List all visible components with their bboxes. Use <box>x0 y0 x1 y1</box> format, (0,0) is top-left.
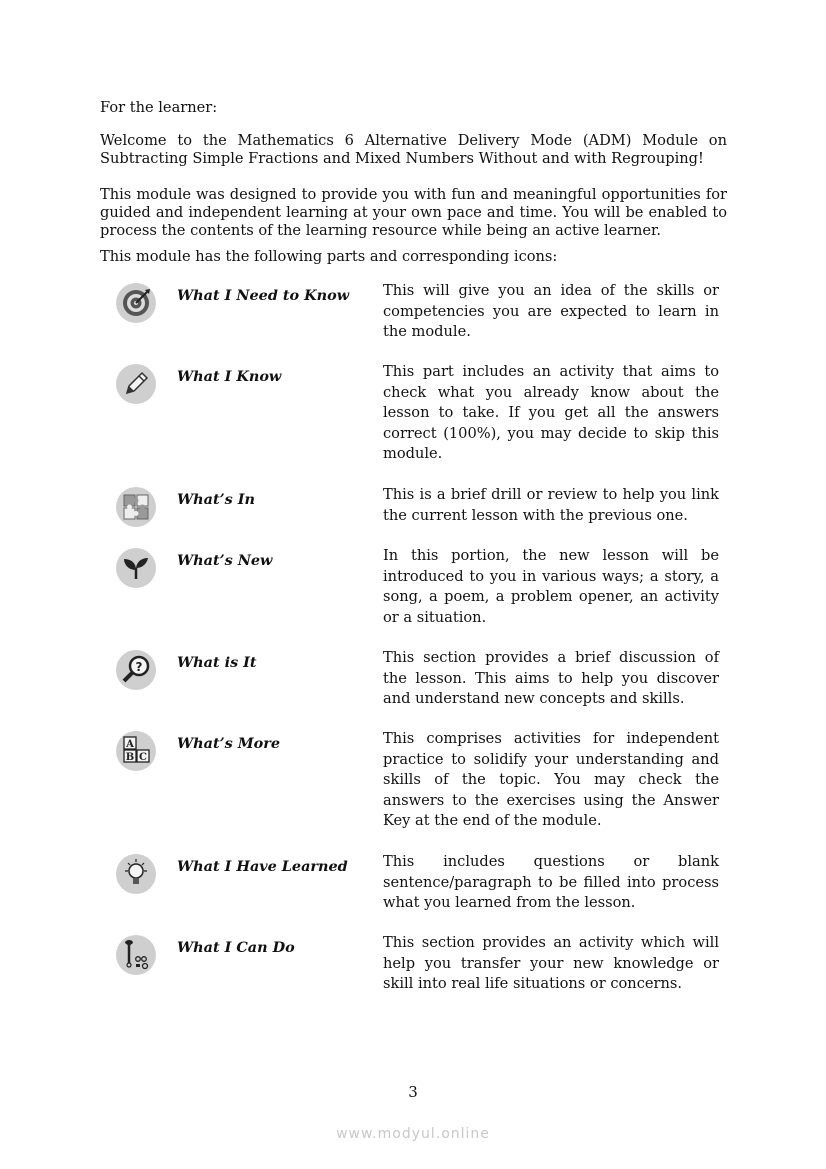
module-part-what-i-have-learned <box>114 853 724 911</box>
svg-text:C: C <box>139 752 147 763</box>
part-label: What’s In <box>177 491 255 508</box>
module-part-whats-new <box>114 547 724 626</box>
part-label: What is It <box>177 654 257 671</box>
pencil-icon <box>116 364 156 404</box>
sprout-icon <box>116 548 156 588</box>
module-part-what-i-can-do <box>114 934 724 992</box>
part-label: What’s New <box>177 552 273 569</box>
part-description: This section provides an activity which will help you transfer your new knowledge or skill into real life situations or concerns. <box>383 934 719 992</box>
learner-heading: For the learner: <box>100 99 218 116</box>
target-icon <box>116 283 156 323</box>
part-description: This will give you an idea of the skills or competencies you are expected to learn in the module. <box>383 282 719 340</box>
part-description: In this portion, the new lesson will be introduced to you in various ways; a story, a song, a poem, a problem opener, an activity or a situation. <box>383 547 719 626</box>
page-number: 3 <box>408 1083 418 1101</box>
lightbulb-icon <box>116 854 156 894</box>
part-label: What I Know <box>177 368 282 385</box>
part-label: What I Have Learned <box>177 858 348 875</box>
module-part-what-i-know <box>114 363 724 462</box>
site-watermark: www.modyul.online <box>336 1126 490 1142</box>
part-description: This is a brief drill or review to help you link the current lesson with the previous one. <box>383 486 719 524</box>
purpose-paragraph: This module was designed to provide you with fun and meaningful opportunities for guided and independent learning at your own pace and time. You will be enabled to process the contents of the learning resource while being an active learner. <box>100 186 727 239</box>
abc-blocks-icon <box>116 731 156 771</box>
part-description: This includes questions or blank sentence/paragraph to be filled into process what you learned from the lesson. <box>383 853 719 911</box>
module-part-whats-in <box>114 487 724 527</box>
part-label: What I Need to Know <box>177 287 350 304</box>
svg-text:A: A <box>126 739 134 750</box>
part-description: This comprises activities for independent practice to solidify your understanding and skills of the topic. You may check the answers to the exercises using the Answer Key at the end of the module. <box>383 730 719 829</box>
puzzle-icon <box>116 487 156 527</box>
svg-text:?: ? <box>135 660 143 674</box>
magnifier-question-icon <box>116 650 156 690</box>
module-part-what-is-it <box>114 649 724 707</box>
module-part-whats-more <box>114 730 724 829</box>
part-description: This part includes an activity that aims to check what you already know about the lesson to take. If you get all the answers correct (100%), you may decide to skip this module. <box>383 363 719 462</box>
svg-text:B: B <box>125 752 135 763</box>
part-description: This section provides a brief discussion of the lesson. This aims to help you discover and understand new concepts and skills. <box>383 649 719 707</box>
tools-icon <box>116 935 156 975</box>
module-part-what-i-need-to-know <box>114 282 724 340</box>
part-label: What’s More <box>177 735 280 752</box>
part-label: What I Can Do <box>177 939 295 956</box>
welcome-paragraph: Welcome to the Mathematics 6 Alternative Delivery Mode (ADM) Module on Subtracting Simple Fractions and Mixed Numbers Without and with Regrouping! <box>100 132 727 167</box>
parts-intro: This module has the following parts and corresponding icons: <box>100 248 558 265</box>
